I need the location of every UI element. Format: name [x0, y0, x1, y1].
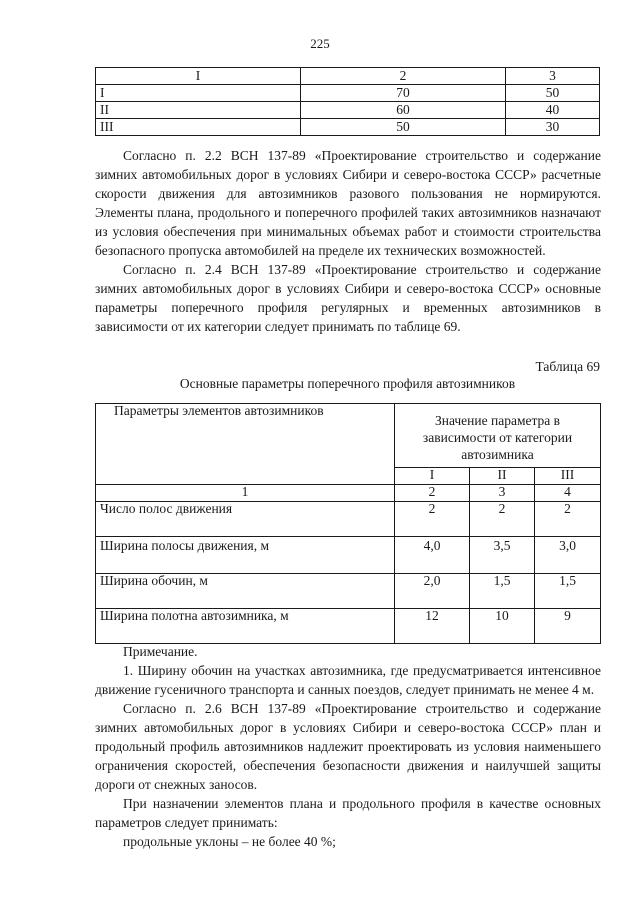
table-parameters — [95, 403, 601, 644]
table-speeds — [95, 67, 600, 136]
table-cell: 50 — [301, 119, 506, 136]
note-block — [95, 642, 601, 851]
number-cell: 2 — [395, 485, 470, 502]
value-cell: 1,5 — [470, 574, 535, 609]
page-number: 225 — [310, 36, 330, 51]
param-cell: Ширина полотна автозимника, м — [96, 609, 395, 644]
value-header: Значение параметра в зависимости от категории автозимника — [395, 404, 601, 468]
value-cell: 12 — [395, 609, 470, 644]
number-cell: 1 — [96, 485, 395, 502]
param-cell: Ширина обочин, м — [96, 574, 395, 609]
value-cell: 4,0 — [395, 537, 470, 574]
paragraph: Согласно п. 2.6 ВСН 137-89 «Проектирование строительство и содержание зимних автомобильных дорог в условиях Сибири и северо-востока СССР» план и продольный профиль автозимников надлежит проектировать из условия наименьшего ограничения скоростей, обеспечения безопасности движения и наилучшей защиты дороги от снежных заносов. — [95, 701, 601, 792]
param-header: Параметры элементов автозимников — [96, 404, 395, 485]
table-cell: I — [96, 85, 301, 102]
table-cell: II — [96, 102, 301, 119]
table-title: Основные параметры поперечного профиля автозимников — [179, 376, 516, 391]
table-row — [96, 68, 600, 85]
table-cell: 40 — [506, 102, 600, 119]
table-row — [96, 404, 601, 468]
paragraph: продольные уклоны – не более 40 %; — [123, 834, 336, 849]
table-cell: 70 — [301, 85, 506, 102]
value-cell: 2 — [470, 502, 535, 537]
table-header-cell: 2 — [301, 68, 506, 85]
value-cell: 2 — [535, 502, 601, 537]
value-cell: 10 — [470, 609, 535, 644]
paragraph: Согласно п. 2.2 ВСН 137-89 «Проектирование строительство и содержание зимних автомобильных дорог в условиях Сибири и северо-востока СССР» расчетные скорости движения для автозимников разового пользования не нормируются. Элементы плана, продольного и поперечного профилей таких автозимников назначают из условия обеспечения при минимальных объемах работ и стоимости строительства безопасного пропуска автомобилей на пределе их технических возможностей. — [95, 148, 601, 258]
table-number: Таблица 69 — [535, 359, 600, 374]
table-row — [96, 85, 600, 102]
value-cell: 9 — [535, 609, 601, 644]
table-header-cell: 3 — [506, 68, 600, 85]
value-cell: 1,5 — [535, 574, 601, 609]
table-cell: 30 — [506, 119, 600, 136]
table-row — [96, 502, 601, 537]
category-cell: II — [470, 468, 535, 485]
table-row — [96, 537, 601, 574]
paragraph: При назначении элементов плана и продольного профиля в качестве основных параметров следует принимать: — [95, 796, 601, 830]
table-header-cell: I — [96, 68, 301, 85]
number-cell: 4 — [535, 485, 601, 502]
note-title: Примечание. — [123, 644, 198, 659]
value-cell: 3,5 — [470, 537, 535, 574]
table-row — [96, 102, 600, 119]
paragraph-block-1 — [95, 146, 601, 336]
note-text: 1. Ширину обочин на участках автозимника, где предусматривается интенсивное движение гусеничного транспорта и санных поездов, следует принимать не менее 4 м. — [95, 663, 601, 697]
table-cell: III — [96, 119, 301, 136]
paragraph: Согласно п. 2.4 ВСН 137-89 «Проектирование строительство и содержание зимних автомобильных дорог в условиях Сибири и северо-востока СССР» основные параметры поперечного профиля регулярных и временных автозимников в зависимости от их категории следует принимать по таблице 69. — [95, 262, 601, 334]
value-cell: 2,0 — [395, 574, 470, 609]
table-row — [96, 574, 601, 609]
table-cell: 50 — [506, 85, 600, 102]
table-row — [96, 119, 600, 136]
param-cell: Ширина полосы движения, м — [96, 537, 395, 574]
table-row — [96, 609, 601, 644]
category-cell: I — [395, 468, 470, 485]
value-cell: 2 — [395, 502, 470, 537]
table-cell: 60 — [301, 102, 506, 119]
param-cell: Число полос движения — [96, 502, 395, 537]
table-row — [96, 485, 601, 502]
category-cell: III — [535, 468, 601, 485]
number-cell: 3 — [470, 485, 535, 502]
value-cell: 3,0 — [535, 537, 601, 574]
